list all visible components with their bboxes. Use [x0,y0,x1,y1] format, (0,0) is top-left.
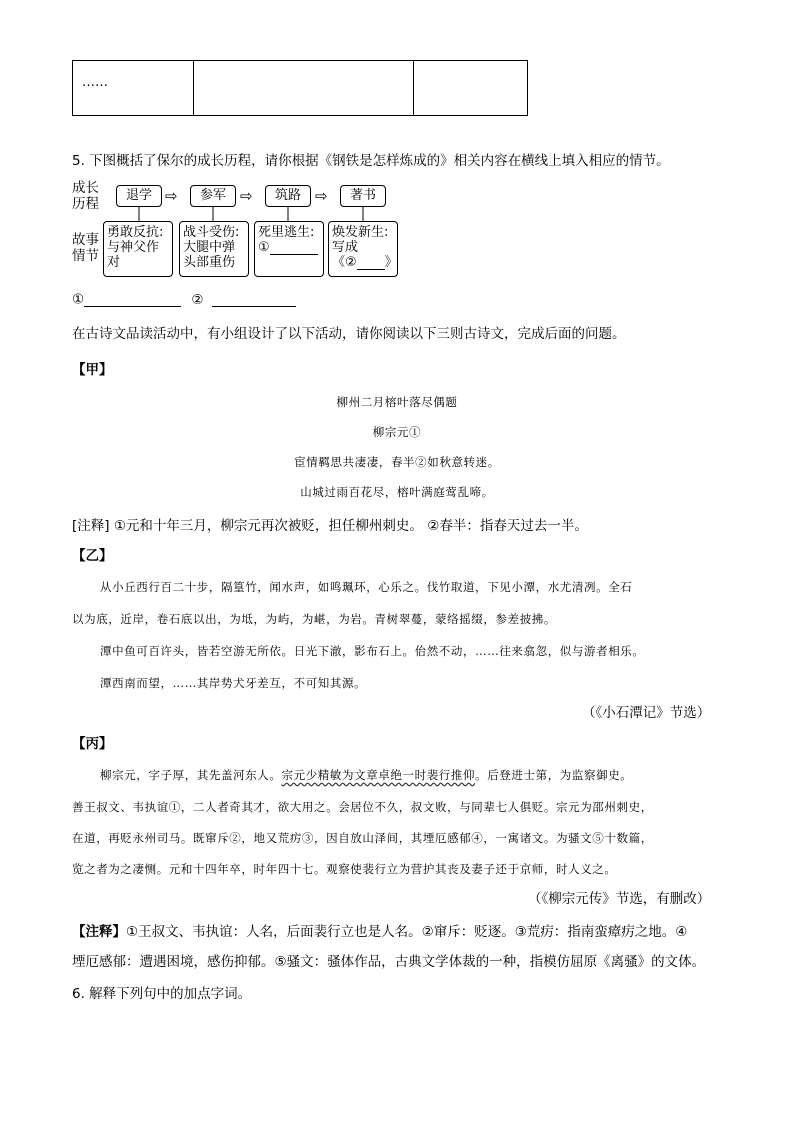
arrow-icon: ⇨ [240,187,253,205]
arrow-icon: ⇨ [315,187,328,205]
poem-author: 柳宗元① [372,425,422,439]
arrow-icon: ⇨ [165,187,178,205]
yi-line-2: 以为底，近岸，卷石底以出，为坻，为屿，为嵁，为岩。青树翠蔓，蒙络摇缀，参差披拂。 [72,612,556,626]
bing-line-2: 善王叔文、韦执谊①，二人者奇其才，欲大用之。会居位不久，叔文败，与同辈七人俱贬。宗元为邵州刺史， [72,800,653,814]
yi-line-3: 潭中鱼可百许头，皆若空游无所依。日光下澈，影布石上。佁然不动，……往来翕忽，似与游者相乐。 [100,644,645,658]
row-label-growth-a: 成长 [72,180,99,196]
poem-title: 柳州二月榕叶落尽偶题 [336,395,458,409]
bing-source: （《柳宗元传》节选，有删改） [528,891,711,907]
stage-box-quit-school: 退学 [116,185,162,207]
section-label-bing: 【丙】 [72,736,113,752]
answer-blank-1[interactable] [84,292,181,307]
poem-line-2: 山城过雨百花尽，榕叶满庭莺乱啼。 [300,485,494,499]
q6-text: 6. 解释下列句中的加点字词。 [72,986,252,1002]
row-label-story-a: 故事 [72,232,99,248]
yi-line-1: 从小丘西行百二十步，隔篁竹，闻水声，如鸣珮环，心乐之。伐竹取道，下见小潭，水尤清冽。全石 [100,580,633,594]
plot-box-1: 勇敢反抗: 与神父作 对 [103,221,173,277]
blank-2[interactable] [357,255,385,270]
poem-line-1: 宦情羁思共凄凄，春半②如秋意转迷。 [294,455,500,469]
q5-text: 5. 下图概括了保尔的成长历程，请你根据《钢铁是怎样炼成的》相关内容在横线上填入相应的情节。 [72,153,670,169]
bing-line-3: 在道，再贬永州司马。既窜斥②，地又荒疠③，因自放山泽间，其堙厄感郁④，一寓诸文。为骚文⑤十数篇， [72,831,653,845]
row-label-story-b: 情节 [72,248,99,264]
jia-note: [注释] ①元和十年三月，柳宗元再次被贬，担任柳州刺史。 ②春半：指春天过去一半。 [72,518,588,534]
stage-box-join-army: 参军 [190,185,236,207]
plot-box-3: 死里逃生: ① [254,221,324,277]
plot-box-4: 焕发新生: 写成 《② 》 [328,221,398,277]
bing-line-4: 览之者为之凄恻。元和十四年卒，时年四十七。观察使裴行立为营护其丧及妻子还于京师，时人义之。 [72,862,617,876]
answer-row: ① ② [72,292,296,307]
plot-box-2: 战斗受伤: 大腿中弹 头部重伤 [179,221,249,277]
row-label-growth-b: 历程 [72,196,99,212]
bing-note-line-2: 堙厄感郁：遭遇困境，感伤抑郁。⑤骚文：骚体作品，古典文学体裁的一种，指模仿屈原《离骚》的文体。 [72,954,706,970]
bing-note-line-1: 【注释】①王叔文、韦执谊：人名，后面裴行立也是人名。②窜斥：贬逐。③荒疠：指南蛮瘴疠之地。④ [72,924,688,940]
blank-1[interactable] [270,240,318,255]
table-cell: …… [73,61,194,116]
stage-box-write-book: 著书 [340,185,386,207]
yi-line-4: 潭西南而望，……其岸势犬牙差互，不可知其源。 [100,676,367,690]
yi-source: （《小石潭记》节选） [582,705,711,721]
bing-line-1: 柳宗元，字子厚，其先盖河东人。宗元少精敏为文章卓绝一时裴行推仰。后登进士第，为监察御史。 [100,768,633,782]
stage-box-build-road: 筑路 [265,185,311,207]
intro-text: 在古诗文品读活动中，有小组设计了以下活动，请你阅读以下三则古诗文，完成后面的问题。 [72,326,626,342]
section-label-jia: 【甲】 [72,362,113,378]
underlined-sentence: 宗元少精敏为文章卓绝一时裴行推仰 [281,768,476,782]
section-label-yi: 【乙】 [72,548,113,564]
answer-blank-2[interactable] [212,292,296,307]
